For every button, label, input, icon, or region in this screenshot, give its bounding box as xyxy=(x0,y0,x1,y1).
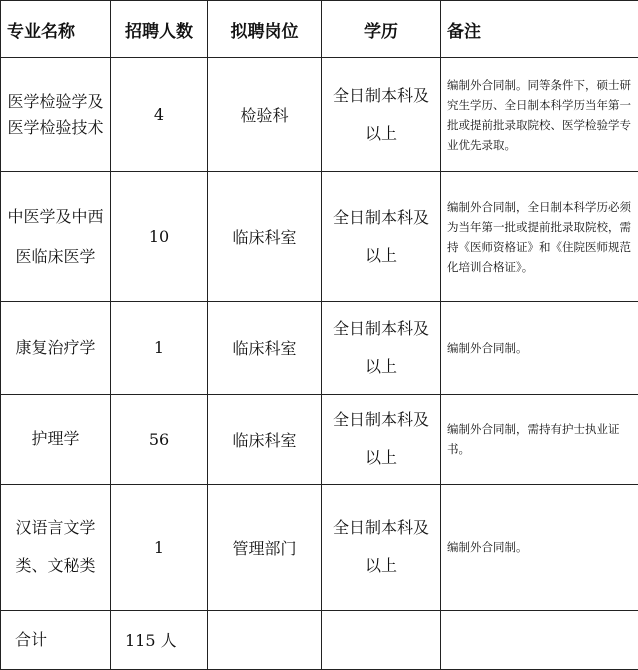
header-note: 备注 xyxy=(441,1,638,58)
position-cell: 临床科室 xyxy=(208,302,322,394)
position-cell: 检验科 xyxy=(208,58,322,172)
count-cell: 4 xyxy=(111,58,208,172)
major-cell: 医学检验学及医学检验技术 xyxy=(1,58,111,172)
total-row xyxy=(1,610,638,669)
position-cell: 临床科室 xyxy=(208,172,322,302)
education-cell: 全日制本科及以上 xyxy=(322,484,441,610)
count-cell: 1 xyxy=(111,484,208,610)
major-cell: 康复治疗学 xyxy=(1,302,111,394)
empty-cell xyxy=(208,610,322,669)
header-education: 学历 xyxy=(322,1,441,58)
education-cell: 全日制本科及以上 xyxy=(322,394,441,484)
count-cell: 56 xyxy=(111,394,208,484)
note-cell: 编制外合同制。 xyxy=(441,302,638,394)
header-major: 专业名称 xyxy=(1,1,111,58)
education-cell: 全日制本科及以上 xyxy=(322,172,441,302)
table-row xyxy=(1,394,638,484)
table-row xyxy=(1,172,638,302)
table-row xyxy=(1,58,638,172)
empty-cell xyxy=(441,610,638,669)
position-cell: 临床科室 xyxy=(208,394,322,484)
count-cell: 10 xyxy=(111,172,208,302)
empty-cell xyxy=(322,610,441,669)
header-count: 招聘人数 xyxy=(111,1,208,58)
education-cell: 全日制本科及以上 xyxy=(322,302,441,394)
major-cell: 中医学及中西医临床医学 xyxy=(1,172,111,302)
education-cell: 全日制本科及以上 xyxy=(322,58,441,172)
major-cell: 护理学 xyxy=(1,394,111,484)
position-cell: 管理部门 xyxy=(208,484,322,610)
table-row xyxy=(1,484,638,610)
note-cell: 编制外合同制，需持有护士执业证书。 xyxy=(441,394,638,484)
note-cell: 编制外合同制。同等条件下，硕士研究生学历、全日制本科学历当年第一批或提前批录取院校、医学检验学专业优先录取。 xyxy=(441,58,638,172)
total-count: 115 人 xyxy=(111,610,208,669)
header-position: 拟聘岗位 xyxy=(208,1,322,58)
note-cell: 编制外合同制，全日制本科学历必须为当年第一批或提前批录取院校，需持《医师资格证》和《住院医师规范化培训合格证》。 xyxy=(441,172,638,302)
table-row xyxy=(1,302,638,394)
note-cell: 编制外合同制。 xyxy=(441,484,638,610)
total-label: 合计 xyxy=(1,610,111,669)
table-header-row xyxy=(1,1,638,58)
count-cell: 1 xyxy=(111,302,208,394)
major-cell: 汉语言文学类、文秘类 xyxy=(1,484,111,610)
